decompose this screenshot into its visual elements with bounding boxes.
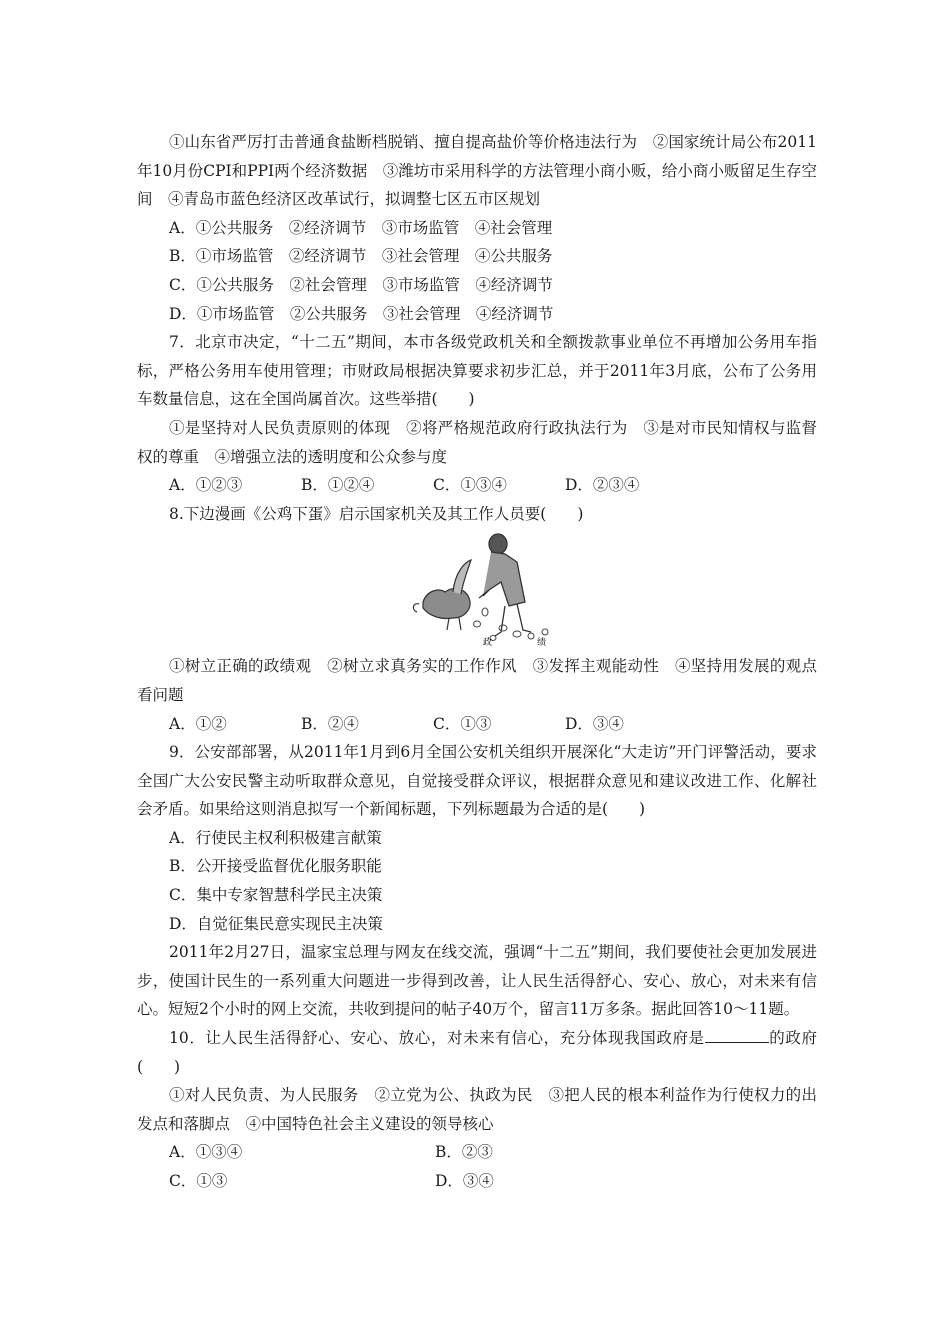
- q10-stem-before: 10．让人民生活得舒心、安心、放心，对未来有信心，充分体现我国政府是: [169, 1029, 705, 1048]
- q6-option-d: D．①市场监管 ②公共服务 ③社会管理 ④经济调节: [169, 304, 554, 323]
- q9-option-a: A．行使民主权利积极建言献策: [169, 828, 382, 847]
- q9-option-b: B．公开接受监督优化服务职能: [169, 857, 382, 876]
- q8-options: [137, 710, 817, 739]
- q8-statements: ①树立正确的政绩观 ②树立求真务实的工作作风 ③发挥主观能动性 ④坚持用发展的观点看问题: [137, 657, 817, 704]
- q7-statements: ①是坚持对人民负责原则的体现 ②将严格规范政府行政执法行为 ③是对市民知情权与监督权的尊重 ④增强立法的透明度和公众参与度: [137, 418, 817, 466]
- q8-option-d: D．③④: [565, 714, 624, 733]
- q10-stem-after: 的政府( ): [137, 1029, 817, 1076]
- q6-option-b: B．①市场监管 ②经济调节 ③社会管理 ④公共服务: [169, 247, 553, 266]
- q7-stem: 7．北京市决定，“十二五”期间，本市各级党政机关和全额拨款事业单位不再增加公务用车指标，严格公务用车使用管理；市财政局根据决算要求初步汇总，并于2011年3月底，公布了公务用车数量信息，这在全国尚属首次。这些举措( ): [137, 333, 817, 409]
- q10-stem: [137, 1024, 817, 1081]
- q10-option-c: C．①③: [169, 1172, 228, 1190]
- q10-option-d: D．③④: [435, 1172, 494, 1190]
- q7-option-a: A．①②③: [169, 476, 243, 495]
- q7-option-d: D．②③④: [565, 476, 640, 495]
- official-figure: [479, 534, 531, 636]
- q8-option-c: C．①③: [433, 714, 492, 733]
- q8-option-b: B．②④: [301, 714, 359, 733]
- q10-statements: ①对人民负责、为人民服务 ②立党为公、执政为民 ③把人民的根本利益作为行使权力的出发点和落脚点 ④中国特色社会主义建设的领导核心: [137, 1086, 817, 1133]
- q10-options-row2: [137, 1167, 817, 1196]
- eggs: [474, 608, 549, 641]
- q6-stem: ①山东省严厉打击普通食盐断档脱销、擅自提高盐价等价格违法行为 ②国家统计局公布2011年10月份CPI和PPI两个经济数据 ③潍坊市采用科学的方法管理小商小贩，给小商小贩留足生存空间 ④青岛市蓝色经济区改革试行，拟调整七区五市区规划: [137, 133, 817, 209]
- q10-option-a: A．①③④: [169, 1143, 243, 1162]
- q8-stem: 8.下边漫画《公鸡下蛋》启示国家机关及其工作人员要( ): [169, 504, 584, 523]
- rooster-egg-cartoon: [405, 532, 565, 648]
- q7-option-c: C．①③④: [433, 476, 507, 495]
- q6-option-c: C．①公共服务 ②社会管理 ③市场监管 ④经济调节: [169, 275, 553, 294]
- q9-option-c: C．集中专家智慧科学民主决策: [169, 886, 383, 905]
- q9-option-d: D．自觉征集民意实现民主决策: [169, 914, 383, 933]
- q10-options-row1: [137, 1138, 817, 1167]
- cartoon-caption-zheng: 政: [483, 638, 493, 649]
- material-paragraph: 2011年2月27日，温家宝总理与网友在线交流，强调“十二五”期间，我们要使社会更加发展进步，使国计民生的一系列重大问题进一步得到改善，让人民生活得舒心、安心、放心，对未来有信心。短短2个小时的网上交流，共收到提问的帖子40万个，留言11万多条。据此回答10～11题。: [137, 943, 817, 1019]
- q10-blank: [705, 1028, 769, 1043]
- q6-option-a: A．①公共服务 ②经济调节 ③市场监管 ④社会管理: [169, 218, 553, 237]
- q10-option-b: B．②③: [435, 1143, 493, 1162]
- rooster-figure: [413, 560, 471, 630]
- exam-page: [137, 128, 817, 1196]
- cartoon-caption-ji: 绩: [537, 638, 547, 649]
- q9-stem: 9．公安部部署，从2011年1月到6月全国公安机关组织开展深化“大走访”开门评警活动，要求全国广大公安民警主动听取群众意见，自觉接受群众评议，根据群众意见和建议改进工作、化解社会矛盾。如果给这则消息拟写一个新闻标题，下列标题最为合适的是( ): [137, 743, 817, 819]
- q8-option-a: A．①②: [169, 714, 227, 733]
- q7-option-b: B．①②④: [301, 476, 375, 495]
- q7-options: [137, 471, 817, 500]
